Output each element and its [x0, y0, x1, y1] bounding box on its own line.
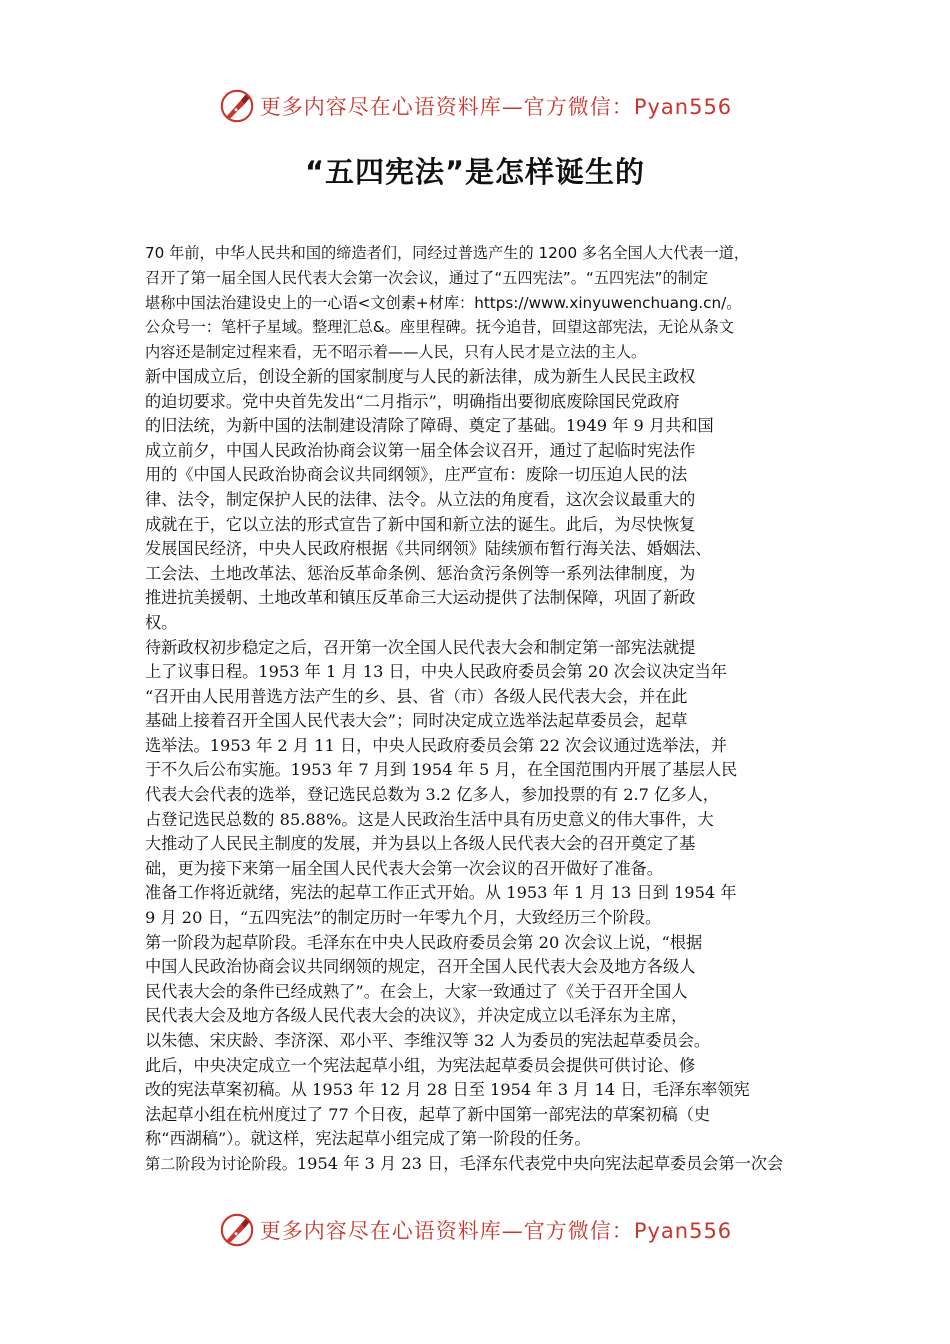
text-line: 9 月 20 日，“五四宪法”的制定历时一年零九个月，大致经历三个阶段。 — [145, 908, 662, 928]
pen-nib-icon — [218, 1211, 256, 1249]
text-line: 权。 — [145, 612, 178, 632]
text-line: 工会法、土地改革法、惩治反革命条例、惩治贪污条例等一系列法律制度，为 — [145, 563, 696, 583]
text-line: 70 年前，中华人民共和国的缔造者们，同经过普选产生的 1200 多名全国人大代表一道， — [145, 244, 750, 262]
text-line: 用的《中国人民政治协商会议共同纲领》，庄严宣布：废除一切压迫人民的法 — [145, 465, 688, 485]
text-line: 选举法。1953 年 2 月 11 日，中央人民政府委员会第 22 次会议通过选举法，并 — [145, 735, 727, 755]
text-line: 中国人民政治协商会议共同纲领的规定，召开全国人民代表大会及地方各级人 — [145, 957, 696, 977]
banner-text: 更多内容尽在心语资料库—官方微信： — [259, 1219, 634, 1243]
text-line: 此后，中央决定成立一个宪法起草小组，为宪法起草委员会提供可供讨论、修 — [145, 1055, 696, 1075]
text-line: 民代表大会的条件已经成熟了”。在会上，大家一致通过了《关于召开全国人 — [145, 981, 688, 1001]
text-line: 法起草小组在杭州度过了 77 个日夜，起草了新中国第一部宪法的草案初稿（史 — [145, 1104, 711, 1124]
text-line: 的迫切要求。党中央首先发出“二月指示”，明确指出要彻底废除国民党政府 — [145, 391, 680, 411]
text-line: 以朱德、宋庆龄、李济深、邓小平、李维汉等 32 人为委员的宪法起草委员会。 — [145, 1031, 711, 1051]
text-line: 召开了第一届全国人民代表大会第一次会议，通过了“五四宪法”。“五四宪法”的制定 — [145, 268, 709, 287]
text-line: 于不久后公布实施。1953 年 7 月到 1954 年 5 月，在全国范围内开展了基层人民 — [145, 760, 738, 780]
banner-handle: Pyan556 — [633, 95, 733, 119]
text-line: 推进抗美援朝、土地改革和镇压反革命三大运动提供了法制保障，巩固了新政 — [145, 588, 696, 608]
text-line: 新中国成立后，创设全新的国家制度与人民的新法律，成为新生人民民主政权 — [145, 366, 696, 386]
banner-handle: Pyan556 — [633, 1219, 733, 1243]
text-line: 成就在于，它以立法的形式宣告了新中国和新立法的诞生。此后，为尽快恢复 — [145, 514, 696, 534]
text-line: 律、法令，制定保护人民的法律、法令。从立法的角度看，这次会议最重大的 — [145, 489, 696, 509]
section-lead: 第二阶段为讨论阶段。 — [145, 1154, 297, 1173]
text-line — [145, 1152, 810, 1177]
text-line: 准备工作将近就绪，宪法的起草工作正式开始。从 1953 年 1 月 13 日到 1954 年 — [145, 883, 737, 903]
text-line: 第一阶段为起草阶段。毛泽东在中央人民政府委员会第 20 次会议上说，“根据 — [145, 932, 703, 952]
text-line: 改的宪法草案初稿。从 1953 年 12 月 28 日至 1954 年 3 月 14 日，毛泽东率领宪 — [145, 1080, 750, 1100]
text-line: 上了议事日程。1953 年 1 月 13 日，中央人民政府委员会第 20 次会议决定当年 — [145, 662, 727, 682]
article-body — [145, 241, 810, 1177]
text-line: 内容还是制定过程来看，无不昭示着——人民，只有人民才是立法的主人。 — [145, 343, 647, 362]
text-line: 民代表大会及地方各级人民代表大会的决议》，并决定成立以毛泽东为主席， — [145, 1006, 688, 1026]
header-banner — [0, 86, 950, 126]
pen-nib-icon — [218, 87, 256, 125]
text-line: “召开由人民用普选方法产生的乡、县、省（市）各级人民代表大会，并在此 — [145, 686, 688, 706]
banner-text: 更多内容尽在心语资料库—官方微信： — [259, 95, 634, 119]
text-line: 的旧法统，为新中国的法制建设清除了障碍、奠定了基础。1949 年 9 月共和国 — [145, 416, 714, 436]
page-title: “五四宪法”是怎样诞生的 — [304, 155, 646, 189]
text-line: 代表大会代表的选举，登记选民总数为 3.2 亿多人，参加投票的有 2.7 亿多人， — [145, 785, 719, 805]
text-line: 待新政权初步稳定之后，召开第一次全国人民代表大会和制定第一部宪法就提 — [145, 637, 696, 657]
text-line: 占登记选民总数的 85.88%。这是人民政治生活中具有历史意义的伟大事件，大 — [145, 809, 714, 829]
footer-banner — [0, 1210, 950, 1250]
text-line: 成立前夕，中国人民政治协商会议第一届全体会议召开，通过了起临时宪法作 — [145, 440, 696, 460]
main-text — [145, 365, 810, 1177]
text-line: 发展国民经济，中央人民政府根据《共同纲领》陆续颁布暂行海关法、婚姻法、 — [145, 539, 712, 559]
text-line: 础，更为接下来第一届全国人民代表大会第一次会议的召开做好了准备。 — [145, 858, 663, 878]
text-line: 基础上接着召开全国人民代表大会”；同时决定成立选举法起草委员会，起草 — [145, 711, 688, 731]
text-line: 称“西湖稿”）。就这样，宪法起草小组完成了第一阶段的任务。 — [145, 1129, 591, 1149]
section-text: 1954 年 3 月 23 日，毛泽东代表党中央向宪法起草委员会第一次会 — [296, 1153, 784, 1173]
text-line: 大推动了人民民主制度的发展，并为县以上各级人民代表大会的召开奠定了基 — [145, 834, 696, 854]
text-line: 公众号一：笔杆子星域。整理汇总&。座里程碑。抚今追昔，回望这部宪法，无论从条文 — [145, 318, 734, 337]
intro-paragraph — [145, 241, 810, 365]
text-line: 堪称中国法治建设史上的一心语<文创素+材库：https://www.xinyuwenchuang.cn/。 — [145, 293, 742, 312]
